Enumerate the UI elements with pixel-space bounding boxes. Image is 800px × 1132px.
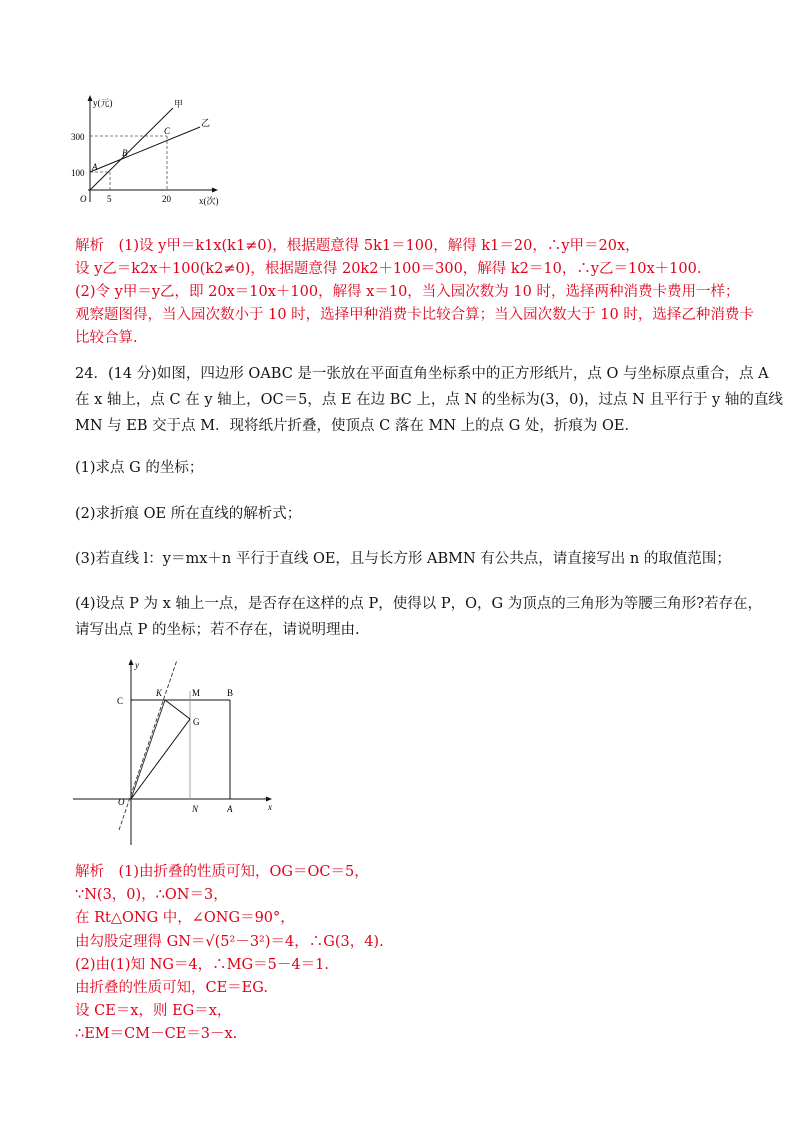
fold-line-oe-dashed — [119, 660, 177, 830]
x-axis-label: x(次) — [199, 196, 219, 206]
line-yi — [90, 127, 200, 172]
point-b-label: B — [227, 688, 234, 698]
question24-line1: 24．(14 分)如图，四边形 OABC 是一张放在平面直角坐标系中的正方形纸片，点 O 与坐标原点重合，点 A — [75, 366, 769, 382]
question24-part4a: (4)设点 P 为 x 轴上一点，是否存在这样的点 P，使得以 P，O，G 为顶点的三角形为等腰三角形?若存在， — [75, 596, 762, 612]
line-jia-label: 甲 — [174, 99, 184, 109]
segment-og — [131, 719, 190, 799]
analysis2-line7: 设 CE＝x，则 EG＝x， — [75, 1003, 232, 1019]
analysis2-line2: ∵N(3，0)，∴ON＝3， — [75, 887, 228, 903]
question24-part3: (3)若直线 l：y＝mx＋n 平行于直线 OE，且与长方形 ABMN 有公共点，请直接写出 n 的取值范围； — [75, 551, 731, 567]
y-axis-arrow — [129, 659, 134, 665]
question24-line3: MN 与 EB 交于点 M．现将纸片折叠，使顶点 C 落在 MN 上的点 G 处，折痕为 OE． — [75, 418, 640, 434]
x-axis-label: x — [268, 802, 272, 812]
analysis2-line5: (2)由(1)知 NG＝4，∴MG＝5－4＝1. — [75, 957, 329, 973]
analysis2-line6: 由折叠的性质可知，CE＝EG. — [75, 980, 268, 996]
point-n-label: N — [192, 804, 199, 814]
x-axis-arrow — [212, 188, 218, 193]
analysis1-line2: 设 y乙＝k2x＋100(k2≠0)，根据题意得 20k2＋100＝300，解得 k2＝10，∴y乙＝10x＋100. — [75, 261, 702, 277]
point-a-label: A — [227, 804, 233, 814]
line-jia — [90, 108, 173, 190]
square-graph — [70, 655, 280, 855]
point-c-label: C — [117, 696, 124, 706]
fold-line-ok — [131, 700, 165, 799]
point-o-label: O — [118, 797, 125, 807]
tick-300: 300 — [71, 132, 85, 142]
question24-part4b: 请写出点 P 的坐标；若不存在，请说明理由. — [75, 622, 360, 638]
analysis1-line3: (2)令 y甲＝y乙，即 20x＝10x＋100，解得 x＝10，当入园次数为 10 时，选择两种消费卡费用一样； — [75, 284, 740, 300]
origin-label: O — [80, 194, 87, 204]
analysis2-line1: 解析 (1)由折叠的性质可知，OG＝OC＝5， — [75, 864, 369, 880]
analysis2-line3: 在 Rt△ONG 中，∠ONG＝90°， — [75, 910, 295, 926]
segment-kg — [165, 700, 190, 719]
line-yi-label: 乙 — [201, 118, 211, 128]
tick-20: 20 — [162, 194, 171, 204]
point-a-label: A — [92, 162, 98, 172]
y-axis-label: y(元) — [93, 98, 113, 108]
analysis2-line4: 由勾股定理得 GN＝√(5²－3²)＝4，∴G(3，4). — [75, 934, 384, 950]
point-k-label: K — [156, 688, 163, 698]
x-axis-arrow — [266, 797, 272, 802]
analysis1-line1: 解析 (1)设 y甲＝k1x(k1≠0)，根据题意得 5k1＝100，解得 k1＝20，∴y甲＝20x， — [75, 238, 640, 254]
tick-5: 5 — [107, 194, 112, 204]
question24-line2: 在 x 轴上，点 C 在 y 轴上，OC＝5，点 E 在边 BC 上，点 N 的坐标为(3，0)，过点 N 且平行于 y 轴的直线 — [75, 392, 783, 408]
point-g-label: G — [193, 717, 200, 727]
cost-graph — [70, 90, 230, 215]
analysis2-line8: ∴EM＝CM－CE＝3－x. — [75, 1026, 238, 1042]
point-m-label: M — [192, 688, 201, 698]
question24-part2: (2)求折痕 OE 所在直线的解析式； — [75, 506, 302, 522]
analysis1-line4: 观察题图得，当入园次数小于 10 时，选择甲种消费卡比较合算；当入园次数大于 10 时，选择乙种消费卡 — [75, 307, 754, 323]
point-c-label: C — [164, 126, 171, 136]
analysis1-line5: 比较合算. — [75, 330, 138, 346]
y-axis-arrow — [88, 95, 93, 101]
point-b-label: B — [122, 148, 128, 158]
question24-part1: (1)求点 G 的坐标； — [75, 460, 204, 476]
tick-100: 100 — [71, 168, 85, 178]
y-axis-label: y — [135, 660, 139, 670]
